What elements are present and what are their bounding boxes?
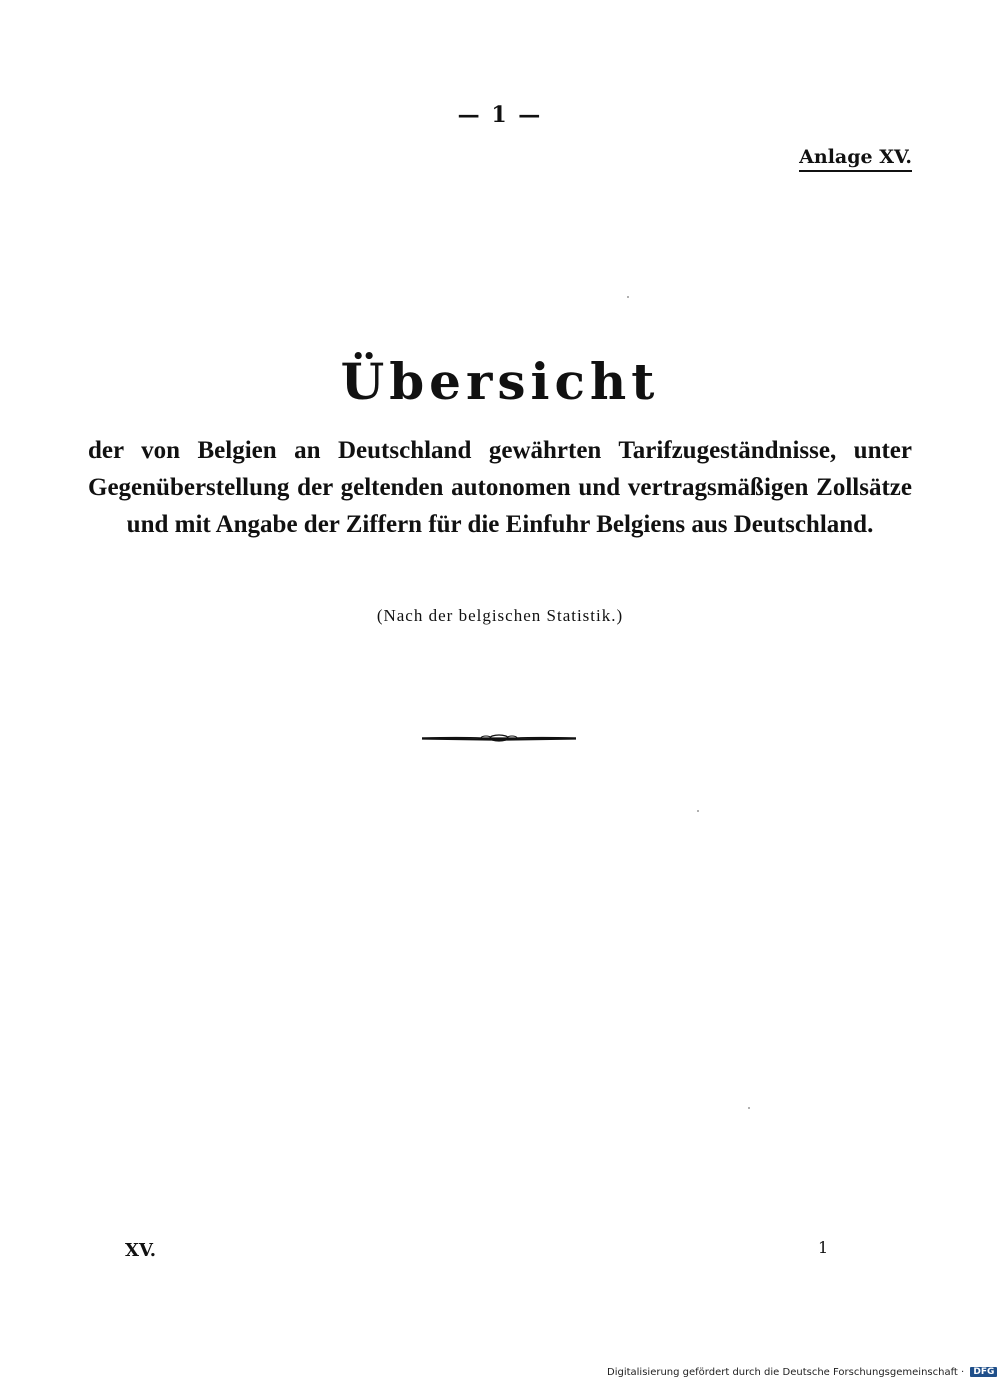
page-subtitle: der von Belgien an Deutschland gewährten Tarifzugeständnisse, unter Gegenüberstellung der geltenden autonomen und vertragsmäßigen Zollsätze und mit Angabe der Ziffern für die Einfuhr Belgiens aus Deutschland.	[88, 437, 912, 538]
digitization-credit	[607, 1367, 997, 1378]
scan-speck	[627, 296, 629, 298]
source-note: (Nach der belgischen Statistik.)	[376, 606, 624, 625]
scan-speck	[697, 810, 699, 812]
credit-text: Digitalisierung gefördert durch die Deutsche Forschungsgemeinschaft ·	[607, 1367, 965, 1378]
scan-speck	[748, 1107, 750, 1109]
annex-label: Anlage XV.	[799, 146, 912, 172]
ornament-divider	[420, 729, 578, 747]
signature-mark: XV.	[125, 1240, 157, 1261]
page-number: — 1 —	[457, 102, 543, 128]
dfg-logo: DFG	[970, 1367, 997, 1377]
folio-number: 1	[818, 1238, 829, 1257]
page-title: Übersicht	[340, 352, 660, 411]
